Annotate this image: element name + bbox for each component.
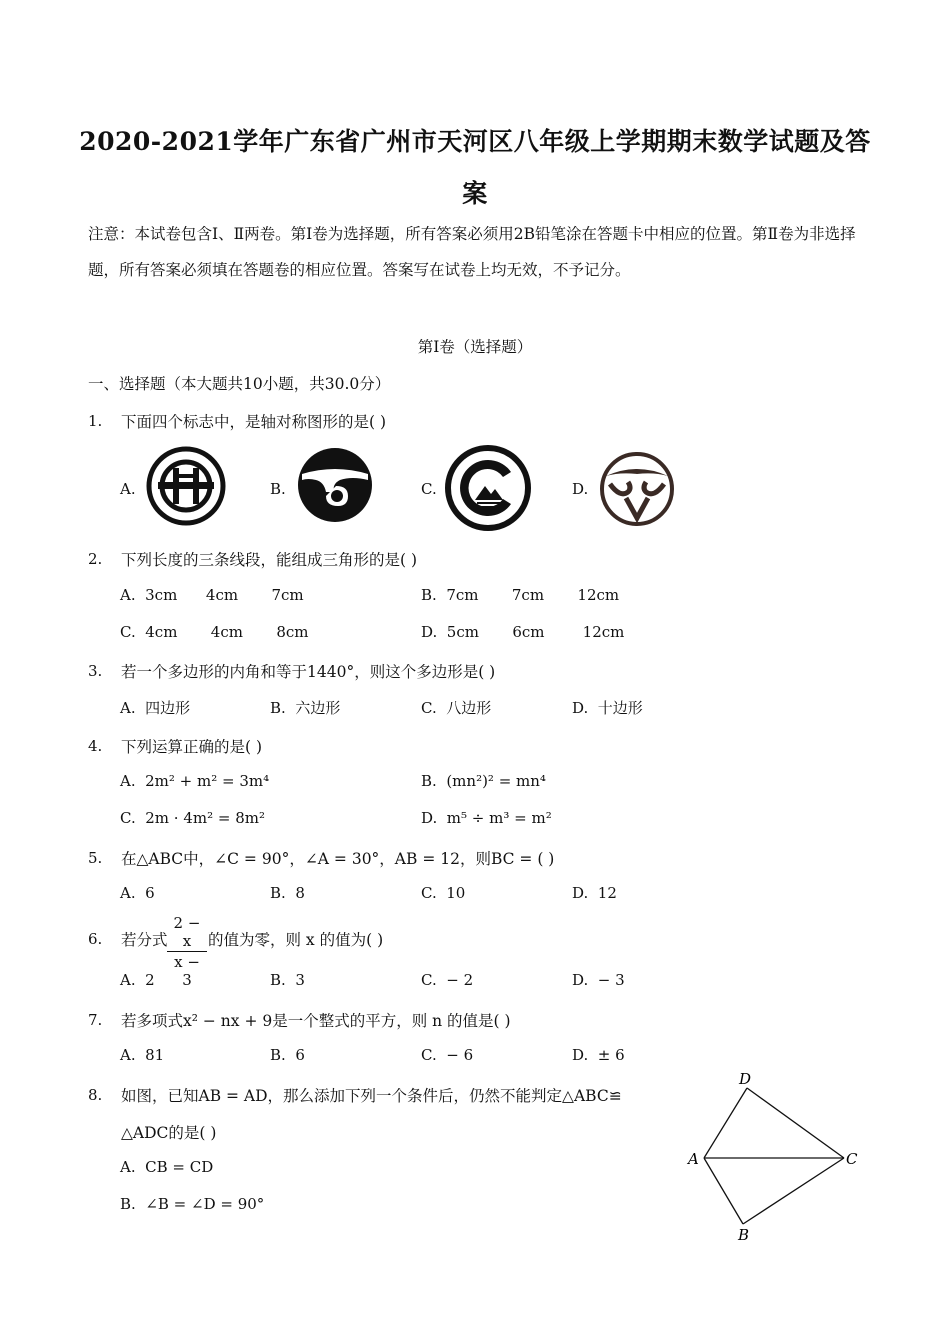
option: A. 6 bbox=[120, 884, 155, 902]
segment-ad bbox=[704, 1088, 747, 1158]
option: C. 4cm 4cm 8cm bbox=[120, 623, 309, 641]
option: A. CB = CD bbox=[120, 1158, 214, 1176]
point-label-c: C bbox=[846, 1150, 858, 1168]
option: A. 3cm 4cm 7cm bbox=[120, 586, 304, 604]
option: B. 3 bbox=[270, 971, 305, 989]
option: D. − 3 bbox=[572, 971, 625, 989]
question-text: 下面四个标志中，是轴对称图形的是( ) bbox=[121, 413, 387, 431]
point-label-b: B bbox=[738, 1226, 750, 1244]
option: D. m⁵ ÷ m³ = m² bbox=[421, 809, 552, 827]
logo-c-icon bbox=[445, 444, 531, 532]
part-heading: 一、选择题（本大题共10小题，共30.0分） bbox=[88, 375, 391, 393]
question-number: 5. bbox=[88, 849, 103, 867]
point-label-d: D bbox=[739, 1070, 752, 1088]
exam-title-line2: 案 bbox=[462, 179, 488, 208]
question-text: 下列长度的三条线段，能组成三角形的是( ) bbox=[121, 551, 418, 569]
question-text: 下列运算正确的是( ) bbox=[121, 738, 263, 756]
fraction-bar bbox=[167, 951, 207, 952]
fraction-numerator: 2 − x bbox=[173, 914, 201, 950]
option: D. 12 bbox=[572, 884, 617, 902]
point-label-a: A bbox=[688, 1150, 699, 1168]
option: D. 5cm 6cm 12cm bbox=[421, 623, 625, 641]
option: C. 2m · 4m² = 8m² bbox=[120, 809, 265, 827]
option: B. 六边形 bbox=[270, 699, 341, 717]
question-text: 如图，已知AB = AD，那么添加下列一个条件后，仍然不能判定△ABC≌ bbox=[121, 1087, 622, 1105]
exam-title-line1: 2020-2021学年广东省广州市天河区八年级上学期期末数学试题及答 bbox=[79, 127, 871, 156]
option: C. 10 bbox=[421, 884, 466, 902]
question-number: 7. bbox=[88, 1011, 103, 1029]
option: B. (mn²)² = mn⁴ bbox=[421, 772, 546, 790]
option: B. ∠B = ∠D = 90° bbox=[120, 1195, 265, 1213]
logo-a-icon bbox=[145, 444, 227, 528]
option-label: A. bbox=[120, 480, 136, 498]
segment-dc bbox=[747, 1088, 844, 1158]
option-label: D. bbox=[572, 480, 589, 498]
option: C. 八边形 bbox=[421, 699, 492, 717]
question-text-cont: △ADC的是( ) bbox=[121, 1124, 217, 1142]
option: B. 6 bbox=[270, 1046, 305, 1064]
question-text: 若多项式x² − nx + 9是一个整式的平方，则 n 的值是( ) bbox=[121, 1012, 511, 1030]
fraction-denominator: x − 3 bbox=[174, 953, 200, 989]
option: A. 四边形 bbox=[120, 699, 191, 717]
segment-ab bbox=[704, 1158, 743, 1224]
logo-b-icon bbox=[296, 446, 374, 524]
question-number: 4. bbox=[88, 737, 103, 755]
option: B. 7cm 7cm 12cm bbox=[421, 586, 620, 604]
option: A. 2m² + m² = 3m⁴ bbox=[120, 772, 270, 790]
option: D. 十边形 bbox=[572, 699, 643, 717]
question-text-after: 的值为零，则 x 的值为( ) bbox=[208, 931, 384, 949]
option: C. − 6 bbox=[421, 1046, 474, 1064]
option: A. 81 bbox=[120, 1046, 165, 1064]
option: C. − 2 bbox=[421, 971, 474, 989]
question-number: 6. bbox=[88, 930, 103, 948]
question-text: 在△ABC中，∠C = 90°，∠A = 30°，AB = 12，则BC = ( ) bbox=[121, 850, 555, 868]
option-label: B. bbox=[270, 480, 286, 498]
question-number: 3. bbox=[88, 662, 103, 680]
option: A. 2 bbox=[120, 971, 155, 989]
segment-bc bbox=[743, 1158, 844, 1224]
exam-notice: 注意：本试卷包含Ⅰ、Ⅱ两卷。第Ⅰ卷为选择题，所有答案必须用2B铅笔涂在答题卡中相应的位置。第Ⅱ卷为非选择题，所有答案必须填在答题卷的相应位置。答案写在试卷上均无效，不予记分。 bbox=[88, 225, 856, 279]
fraction bbox=[167, 914, 207, 989]
section-title: 第Ⅰ卷（选择题） bbox=[417, 338, 533, 356]
option-label: C. bbox=[421, 480, 437, 498]
question-text: 若一个多边形的内角和等于1440°，则这个多边形是( ) bbox=[121, 663, 496, 681]
logo-d-icon bbox=[598, 448, 676, 530]
triangle-figure bbox=[680, 1066, 870, 1246]
question-text-before: 若分式 bbox=[121, 931, 168, 949]
question-number: 2. bbox=[88, 550, 103, 568]
option: D. ± 6 bbox=[572, 1046, 625, 1064]
option: B. 8 bbox=[270, 884, 305, 902]
question-number: 1. bbox=[88, 412, 103, 430]
question-number: 8. bbox=[88, 1086, 103, 1104]
